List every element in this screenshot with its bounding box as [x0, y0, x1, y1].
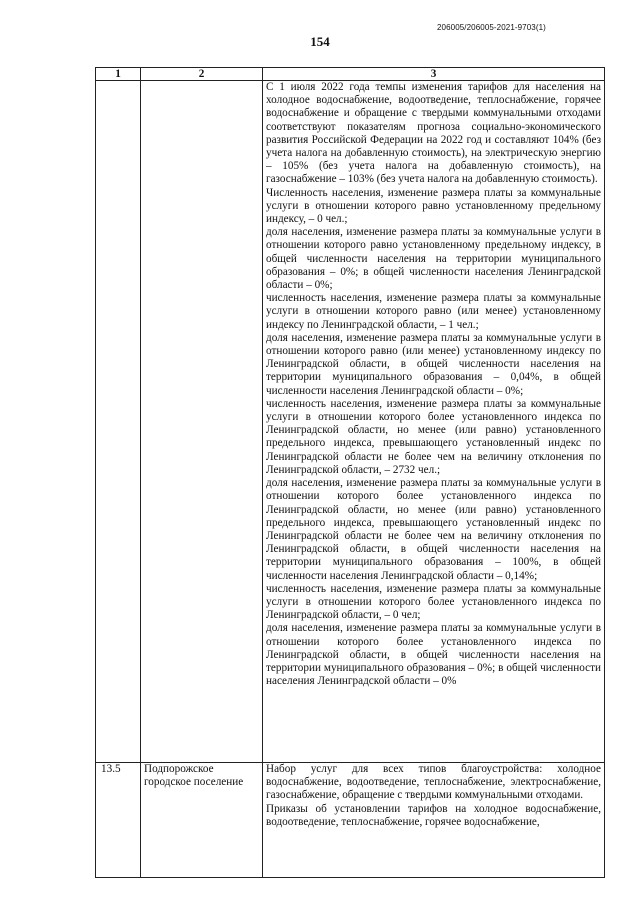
document-code: 206005/206005-2021-9703(1)	[437, 23, 546, 32]
tariff-table	[95, 67, 605, 878]
table-row	[96, 81, 605, 763]
column-header-3: 3	[263, 68, 605, 81]
paragraph: численность населения, изменение размера платы за коммунальные услуги в отношении которого равно (или менее) установленному индексу по Ленинградской области, – 1 чел.;	[266, 292, 601, 331]
paragraph: Набор услуг для всех типов благоустройства: холодное водоснабжение, водоотведение, теплоснабжение, электроснабжение, газоснабжение, обращение с твердыми коммунальными отходами.	[266, 763, 601, 802]
settlement-name-cell	[141, 81, 263, 763]
row-number-cell	[96, 81, 141, 763]
page-number: 154	[310, 34, 330, 49]
paragraph: Приказы об установлении тарифов на холодное водоснабжение, водоотведение, теплоснабжение, горячее водоснабжение,	[266, 802, 601, 828]
row-number-cell: 13.5	[96, 763, 141, 878]
paragraph: Численность населения, изменение размера платы за коммунальные услуги в отношении которого равно установленному предельному индексу, – 0 чел.;	[266, 186, 601, 226]
paragraph: С 1 июля 2022 года темпы изменения тарифов для населения на холодное водоснабжение, водоотведение, теплоснабжение, горячее водоснабжение и обращение с твердыми коммунальными отходами соответствуют показателям прогноза социально-экономического развития Российской Федерации на 2022 год и составляют 104% (без учета налога на добавленную стоимость), на электрическую энергию – 105% (без учета налога на добавленную стоимость), на газоснабжение – 103% (без учета налога на добавленную стоимость).	[266, 81, 601, 186]
column-header-1: 1	[96, 68, 141, 81]
description-cell	[263, 763, 605, 878]
paragraph: доля населения, изменение размера платы за коммунальные услуги в отношении которого более установленного индекса по Ленинградской области, в общей численности населения на территории муниципального образования – 0%; в общей численности населения Ленинградской области – 0%	[266, 622, 601, 688]
table-row	[96, 763, 605, 878]
table-header-row	[96, 68, 605, 81]
paragraph: доля населения, изменение размера платы за коммунальные услуги в отношении которого более установленного индекса по Ленинградской области, но менее (или равно) установленного предельного индекса, превышающего установленный индекс по Ленинградской области не более чем на величину отклонения по Ленинградской области, в общей численности населения на территории муниципального образования – 100%, в общей численности населения Ленинградской области – 0,14%;	[266, 477, 601, 582]
paragraph: численность населения, изменение размера платы за коммунальные услуги в отношении которого более установленного индекса по Ленинградской области, но менее (или равно) установленного предельного индекса, превышающего установленный индекс по Ленинградской области не более чем на величину отклонения по Ленинградской области, – 2732 чел.;	[266, 397, 601, 476]
column-header-2: 2	[141, 68, 263, 81]
description-cell	[263, 81, 605, 763]
paragraph: численность населения, изменение размера платы за коммунальные услуги в отношении которого более установленного индекса по Ленинградской области, – 0 чел;	[266, 582, 601, 622]
paragraph: доля населения, изменение размера платы за коммунальные услуги в отношении которого равно установленному предельному индексу, в общей численности населения на территории муниципального образования – 0%; в общей численности населения Ленинградской области – 0%;	[266, 226, 601, 292]
settlement-name-cell: Подпорожское городское поселение	[141, 763, 263, 878]
paragraph: доля населения, изменение размера платы за коммунальные услуги в отношении которого равно (или менее) установленному индексу по Ленинградской области, в общей численности населения на территории муниципального образования – 0,04%, в общей численности населения Ленинградской области – 0%;	[266, 331, 601, 397]
